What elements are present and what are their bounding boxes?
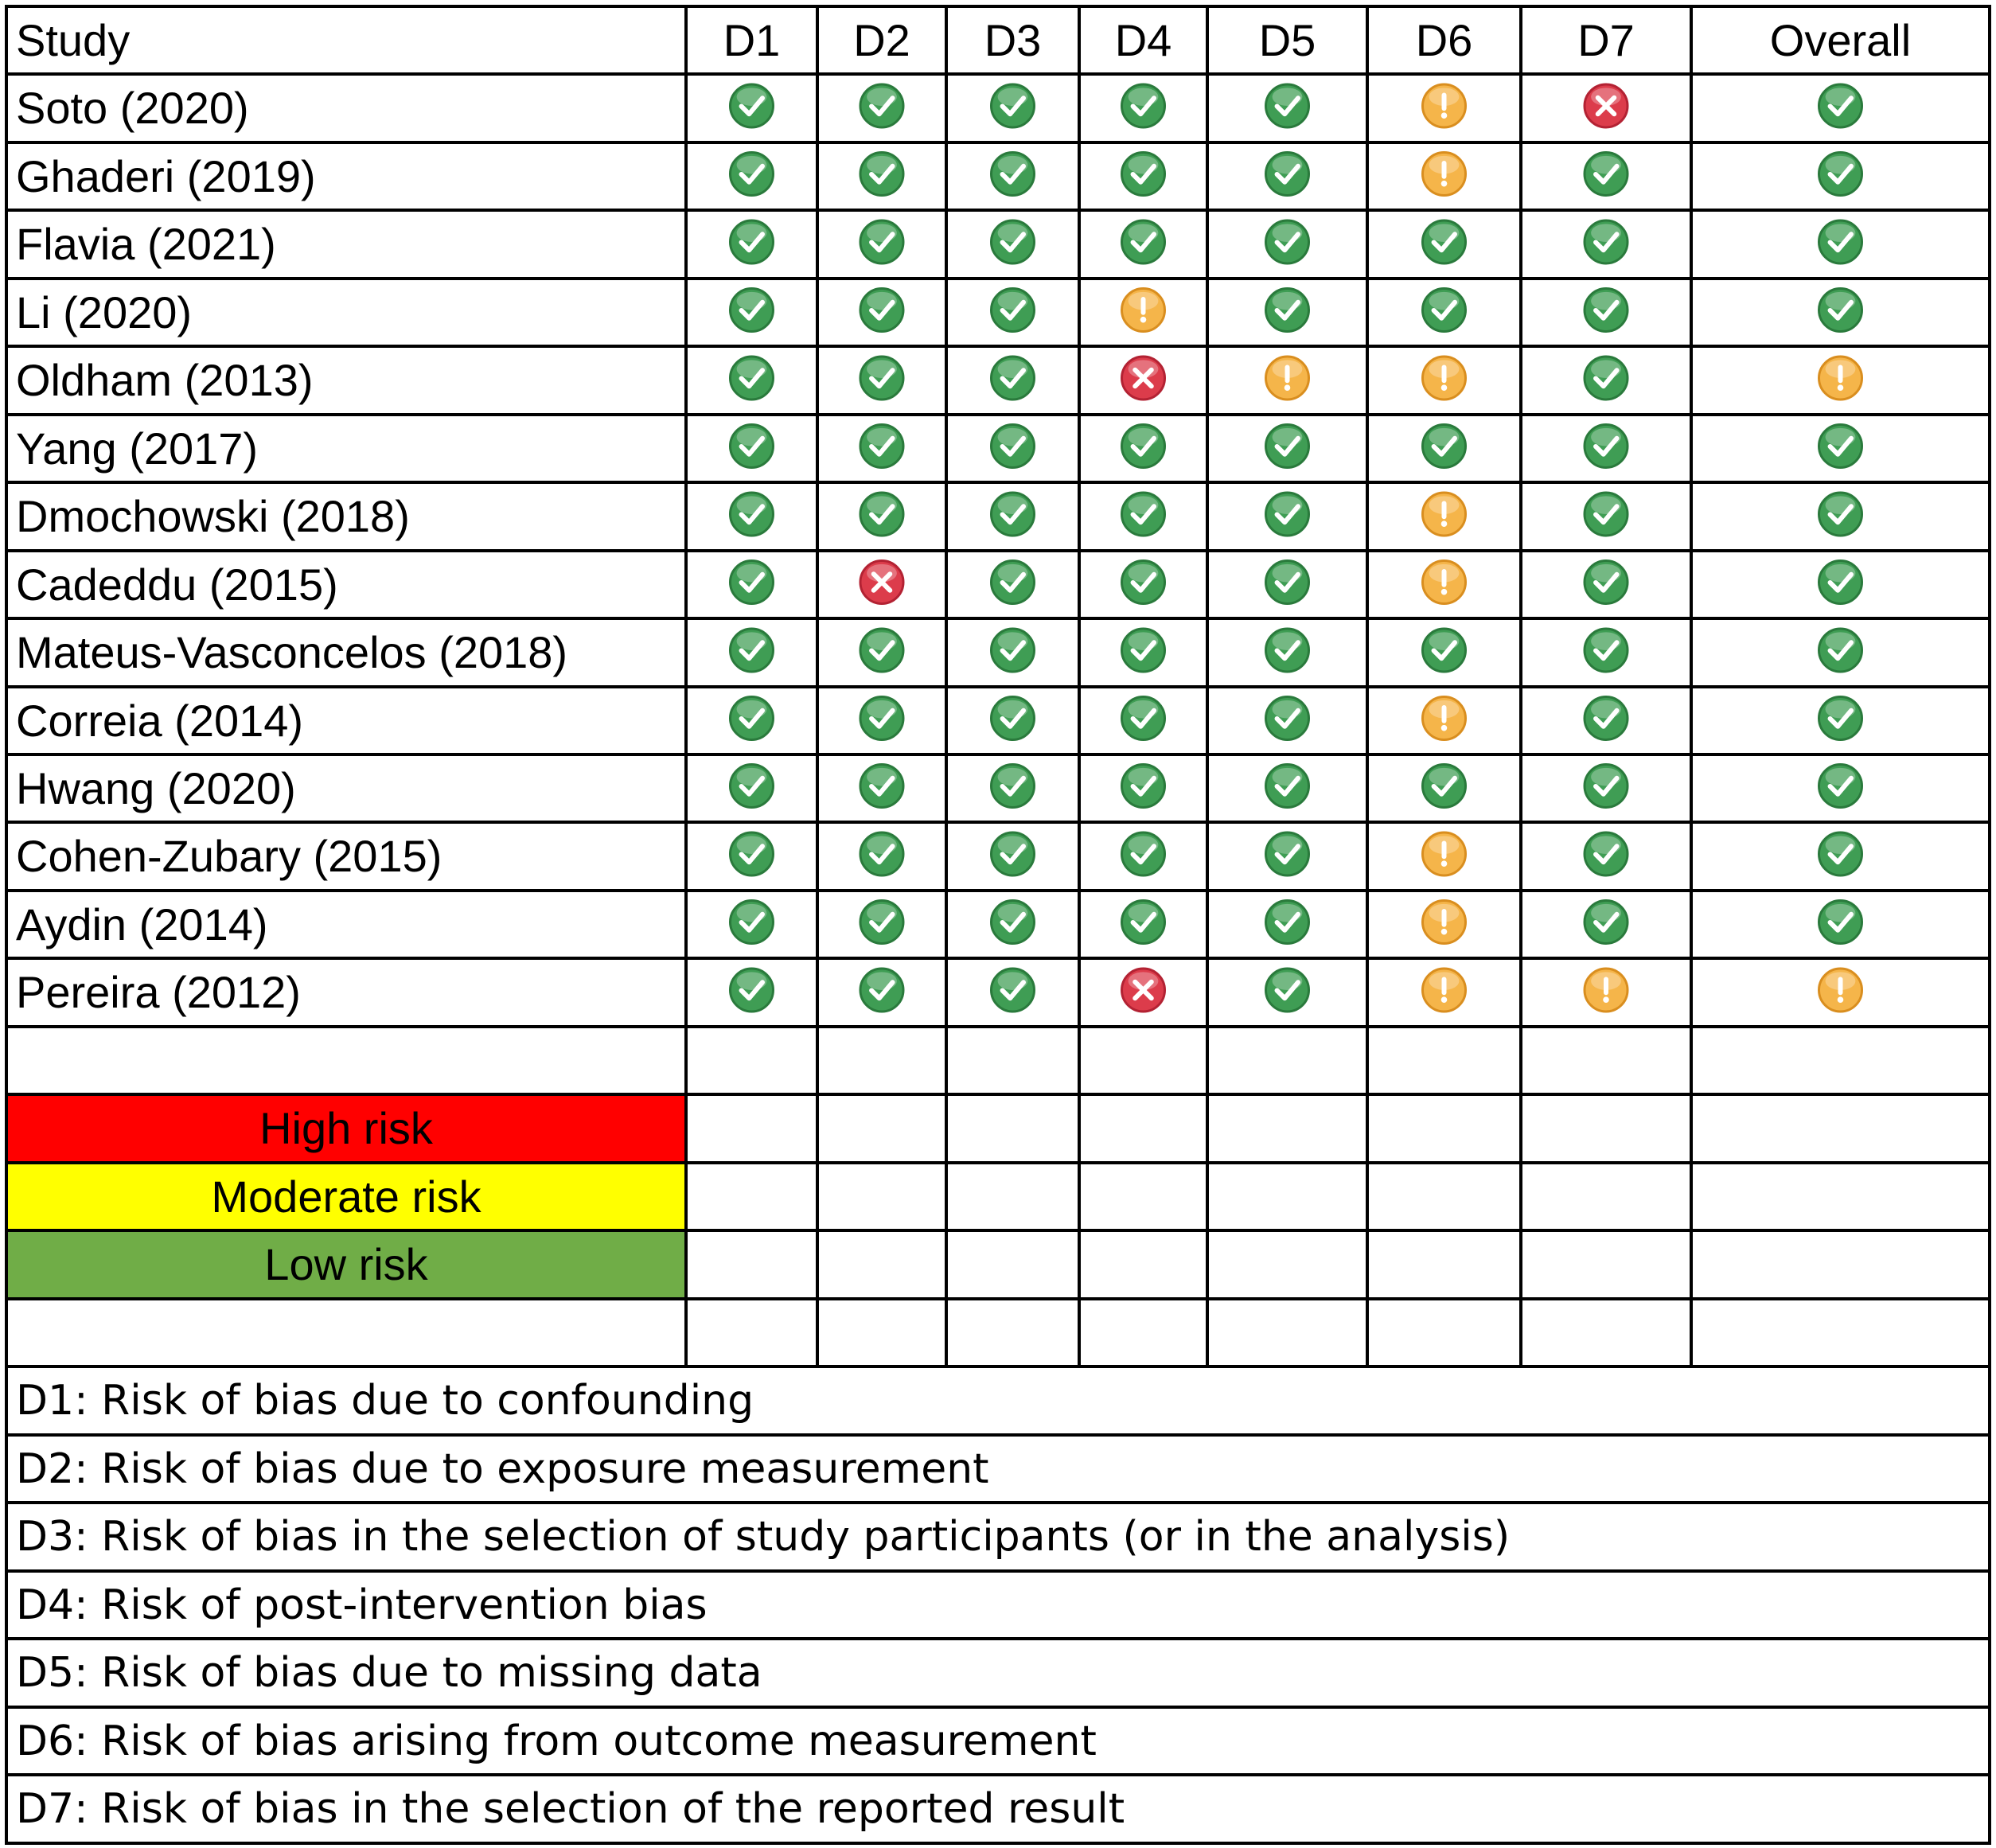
exclamation-circle-icon bbox=[1423, 84, 1466, 127]
check-circle-icon bbox=[1819, 289, 1862, 332]
check-circle-icon bbox=[731, 561, 774, 604]
column-header-d3: D3 bbox=[984, 14, 1042, 65]
check-circle-icon bbox=[1819, 832, 1862, 875]
domain-definition: D2: Risk of bias due to exposure measurement bbox=[16, 1444, 989, 1493]
check-circle-icon bbox=[731, 765, 774, 808]
check-circle-icon bbox=[731, 153, 774, 196]
check-circle-icon bbox=[731, 969, 774, 1012]
check-circle-icon bbox=[731, 697, 774, 740]
check-circle-icon bbox=[1585, 697, 1628, 740]
check-circle-icon bbox=[1122, 425, 1165, 468]
check-circle-icon bbox=[1819, 697, 1862, 740]
study-name: Yang (2017) bbox=[16, 423, 259, 474]
check-circle-icon bbox=[860, 220, 903, 263]
check-circle-icon bbox=[1122, 220, 1165, 263]
check-circle-icon bbox=[1585, 765, 1628, 808]
check-circle-icon bbox=[1423, 425, 1466, 468]
check-circle-icon bbox=[992, 765, 1035, 808]
check-circle-icon bbox=[1122, 697, 1165, 740]
check-circle-icon bbox=[731, 493, 774, 536]
x-circle-icon bbox=[1122, 357, 1165, 400]
check-circle-icon bbox=[731, 901, 774, 944]
exclamation-circle-icon bbox=[1423, 493, 1466, 536]
check-circle-icon bbox=[1266, 84, 1309, 127]
check-circle-icon bbox=[1266, 969, 1309, 1012]
check-circle-icon bbox=[1819, 220, 1862, 263]
check-circle-icon bbox=[1266, 765, 1309, 808]
check-circle-icon bbox=[1266, 425, 1309, 468]
column-header-d7: D7 bbox=[1577, 14, 1635, 65]
check-circle-icon bbox=[1585, 832, 1628, 875]
column-header-overall: Overall bbox=[1769, 14, 1912, 65]
study-name: Dmochowski (2018) bbox=[16, 491, 410, 541]
check-circle-icon bbox=[860, 832, 903, 875]
check-circle-icon bbox=[1585, 357, 1628, 400]
check-circle-icon bbox=[992, 289, 1035, 332]
exclamation-circle-icon bbox=[1423, 901, 1466, 944]
column-header-study: Study bbox=[16, 14, 131, 65]
study-name: Soto (2020) bbox=[16, 83, 249, 133]
check-circle-icon bbox=[1585, 425, 1628, 468]
check-circle-icon bbox=[860, 84, 903, 127]
check-circle-icon bbox=[1585, 289, 1628, 332]
domain-definition: D5: Risk of bias due to missing data bbox=[16, 1649, 762, 1697]
exclamation-circle-icon bbox=[1423, 153, 1466, 196]
check-circle-icon bbox=[992, 425, 1035, 468]
study-name: Pereira (2012) bbox=[16, 967, 301, 1017]
check-circle-icon bbox=[1585, 220, 1628, 263]
study-name: Ghaderi (2019) bbox=[16, 150, 316, 201]
exclamation-circle-icon bbox=[1423, 832, 1466, 875]
check-circle-icon bbox=[1585, 493, 1628, 536]
check-circle-icon bbox=[992, 357, 1035, 400]
check-circle-icon bbox=[1122, 901, 1165, 944]
legend-label-moderate: Moderate risk bbox=[211, 1171, 481, 1222]
check-circle-icon bbox=[992, 629, 1035, 672]
exclamation-circle-icon bbox=[1819, 969, 1862, 1012]
study-name: Aydin (2014) bbox=[16, 899, 268, 949]
check-circle-icon bbox=[731, 84, 774, 127]
check-circle-icon bbox=[1122, 765, 1165, 808]
check-circle-icon bbox=[1266, 493, 1309, 536]
study-name: Oldham (2013) bbox=[16, 355, 314, 405]
domain-definition: D6: Risk of bias arising from outcome measurement bbox=[16, 1717, 1097, 1765]
domain-definition: D3: Risk of bias in the selection of study participants (or in the analysis) bbox=[16, 1513, 1511, 1561]
check-circle-icon bbox=[860, 357, 903, 400]
exclamation-circle-icon bbox=[1423, 357, 1466, 400]
check-circle-icon bbox=[1266, 697, 1309, 740]
check-circle-icon bbox=[992, 697, 1035, 740]
check-circle-icon bbox=[1819, 493, 1862, 536]
exclamation-circle-icon bbox=[1266, 357, 1309, 400]
check-circle-icon bbox=[1122, 493, 1165, 536]
x-circle-icon bbox=[1585, 84, 1628, 127]
check-circle-icon bbox=[1819, 901, 1862, 944]
check-circle-icon bbox=[992, 561, 1035, 604]
check-circle-icon bbox=[731, 425, 774, 468]
domain-definition: D1: Risk of bias due to confounding bbox=[16, 1377, 754, 1425]
legend-label-low: Low risk bbox=[264, 1239, 428, 1289]
column-header-d4: D4 bbox=[1114, 14, 1172, 65]
check-circle-icon bbox=[860, 629, 903, 672]
check-circle-icon bbox=[992, 969, 1035, 1012]
x-circle-icon bbox=[1122, 969, 1165, 1012]
column-header-d6: D6 bbox=[1415, 14, 1473, 65]
check-circle-icon bbox=[1122, 629, 1165, 672]
check-circle-icon bbox=[1585, 629, 1628, 672]
domain-definition: D4: Risk of post-intervention bias bbox=[16, 1581, 708, 1629]
exclamation-circle-icon bbox=[1423, 697, 1466, 740]
check-circle-icon bbox=[1266, 289, 1309, 332]
check-circle-icon bbox=[992, 493, 1035, 536]
check-circle-icon bbox=[1423, 765, 1466, 808]
domain-definition: D7: Risk of bias in the selection of the reported result bbox=[16, 1785, 1125, 1833]
exclamation-circle-icon bbox=[1585, 969, 1628, 1012]
check-circle-icon bbox=[860, 697, 903, 740]
check-circle-icon bbox=[992, 832, 1035, 875]
check-circle-icon bbox=[992, 153, 1035, 196]
exclamation-circle-icon bbox=[1122, 289, 1165, 332]
check-circle-icon bbox=[860, 153, 903, 196]
study-name: Li (2020) bbox=[16, 287, 193, 337]
check-circle-icon bbox=[1423, 289, 1466, 332]
check-circle-icon bbox=[731, 357, 774, 400]
check-circle-icon bbox=[1819, 153, 1862, 196]
check-circle-icon bbox=[731, 289, 774, 332]
check-circle-icon bbox=[1266, 629, 1309, 672]
check-circle-icon bbox=[1266, 832, 1309, 875]
column-header-d2: D2 bbox=[853, 14, 910, 65]
study-name: Flavia (2021) bbox=[16, 219, 276, 269]
legend-label-high: High risk bbox=[259, 1103, 433, 1153]
check-circle-icon bbox=[1819, 425, 1862, 468]
check-circle-icon bbox=[1423, 220, 1466, 263]
study-name: Correia (2014) bbox=[16, 695, 304, 746]
check-circle-icon bbox=[1819, 561, 1862, 604]
study-name: Cadeddu (2015) bbox=[16, 559, 338, 610]
exclamation-circle-icon bbox=[1423, 561, 1466, 604]
check-circle-icon bbox=[1423, 629, 1466, 672]
check-circle-icon bbox=[1122, 84, 1165, 127]
check-circle-icon bbox=[992, 901, 1035, 944]
study-name: Hwang (2020) bbox=[16, 762, 296, 813]
check-circle-icon bbox=[992, 84, 1035, 127]
check-circle-icon bbox=[1819, 629, 1862, 672]
check-circle-icon bbox=[860, 969, 903, 1012]
exclamation-circle-icon bbox=[1423, 969, 1466, 1012]
check-circle-icon bbox=[1585, 901, 1628, 944]
check-circle-icon bbox=[1266, 220, 1309, 263]
x-circle-icon bbox=[860, 561, 903, 604]
check-circle-icon bbox=[1819, 765, 1862, 808]
check-circle-icon bbox=[992, 220, 1035, 263]
check-circle-icon bbox=[1819, 84, 1862, 127]
check-circle-icon bbox=[860, 289, 903, 332]
study-name: Cohen-Zubary (2015) bbox=[16, 831, 442, 881]
check-circle-icon bbox=[860, 425, 903, 468]
study-name: Mateus-Vasconcelos (2018) bbox=[16, 627, 568, 677]
column-header-d1: D1 bbox=[723, 14, 781, 65]
check-circle-icon bbox=[860, 765, 903, 808]
check-circle-icon bbox=[1266, 153, 1309, 196]
check-circle-icon bbox=[731, 629, 774, 672]
check-circle-icon bbox=[731, 220, 774, 263]
check-circle-icon bbox=[1585, 561, 1628, 604]
check-circle-icon bbox=[1122, 832, 1165, 875]
check-circle-icon bbox=[1266, 561, 1309, 604]
check-circle-icon bbox=[1122, 153, 1165, 196]
check-circle-icon bbox=[1585, 153, 1628, 196]
check-circle-icon bbox=[1122, 561, 1165, 604]
column-header-d5: D5 bbox=[1258, 14, 1316, 65]
check-circle-icon bbox=[860, 493, 903, 536]
check-circle-icon bbox=[860, 901, 903, 944]
check-circle-icon bbox=[1266, 901, 1309, 944]
check-circle-icon bbox=[731, 832, 774, 875]
exclamation-circle-icon bbox=[1819, 357, 1862, 400]
